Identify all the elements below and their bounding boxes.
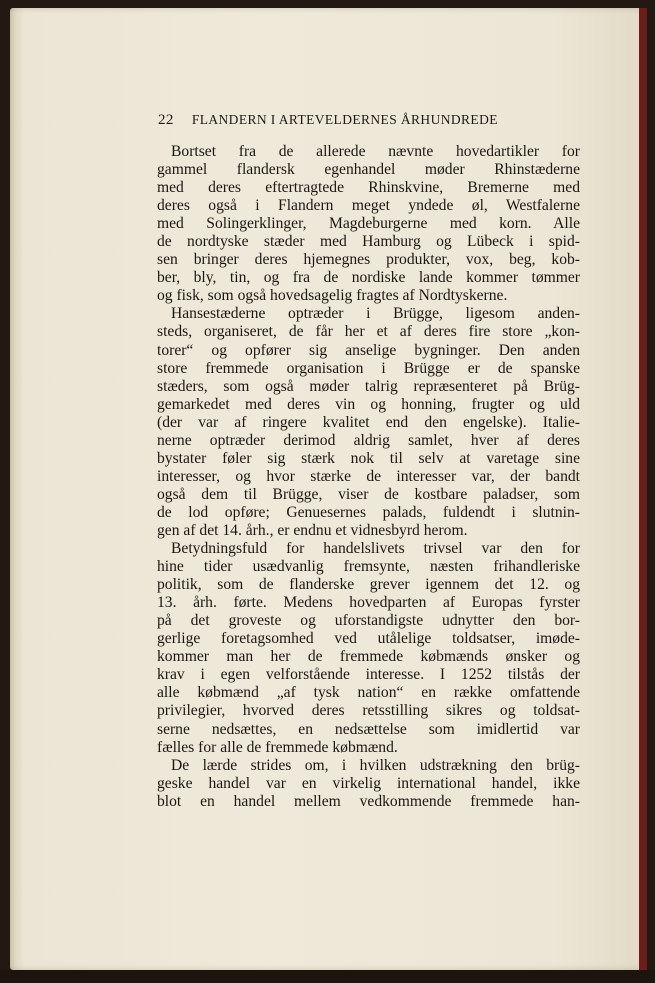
text-line: gen af det 14. årh., er endnu et vidnesbyrd herom. bbox=[157, 521, 468, 539]
text-line: med Solingerklinger, Magdeburgerne med korn. Alle bbox=[157, 215, 580, 233]
text-line: bystater føler sig stærk nok til selv at varetage sine bbox=[157, 449, 580, 467]
text-line: også dem til Brügge, viser de kostbare paladser, som bbox=[157, 485, 580, 503]
text-line: 13. årh. førte. Medens hovedparten af Europas fyrster bbox=[157, 594, 580, 612]
book-spine-edge bbox=[639, 8, 647, 970]
text-line: med deres eftertragtede Rhinskvine, Bremerne med bbox=[157, 179, 580, 197]
body-text bbox=[157, 143, 580, 811]
text-line: gammel flandersk egenhandel møder Rhinstæderne bbox=[157, 161, 580, 179]
text-line: gemarkedet med deres vin og honning, frugter og uld bbox=[157, 395, 580, 413]
text-line: krav i egen velforstående interesse. I 1252 tilstås der bbox=[157, 666, 580, 684]
text-line: Bortset fra de allerede nævnte hovedartikler for bbox=[171, 143, 580, 160]
text-line: geske handel var en virkelig international handel, ikke bbox=[157, 774, 580, 792]
text-line: stæders, som også møder talrig repræsenteret på Brüg- bbox=[157, 377, 580, 395]
text-line: torer“ og opfører sig anselige bygninger. Den anden bbox=[157, 341, 580, 359]
text-line: gerlige foretagsomhed ved utålelige toldsatser, imøde- bbox=[157, 630, 580, 648]
text-line: steds, organiseret, de får her et af deres fire store „kon- bbox=[157, 323, 580, 341]
text-line: hine tider usædvanlig fremsynte, næsten frihandleriske bbox=[157, 558, 580, 576]
text-line: (der var af ringere kvalitet end den engelske). Italie- bbox=[157, 413, 580, 431]
text-line: nerne optræder derimod aldrig samlet, hver af deres bbox=[157, 431, 580, 449]
text-line: politik, som de flanderske grever igennem det 12. og bbox=[157, 576, 580, 594]
text-line: sen bringer deres hjemegnes produkter, vox, beg, kob- bbox=[157, 251, 580, 269]
running-title: FLANDERN I ARTEVELDERNES ÅRHUNDREDE bbox=[191, 112, 498, 127]
text-line: Betydningsfuld for handelslivets trivsel var den for bbox=[171, 540, 580, 558]
text-line: deres også i Flandern meget yndede øl, Westfalerne bbox=[157, 197, 580, 215]
text-line: Hansestæderne optræder i Brügge, ligesom anden- bbox=[171, 305, 580, 323]
page-number: 22 bbox=[158, 112, 174, 128]
text-line: serne nedsættes, en nedsættelse som imidlertid var bbox=[157, 720, 580, 738]
text-line: de lod opføre; Genuesernes palads, fuldendt i slutnin- bbox=[157, 503, 580, 521]
text-line: De lærde strides om, i hvilken udstrækning den brüg- bbox=[171, 756, 580, 774]
text-line: blot en handel mellem vedkommende fremmede han- bbox=[157, 792, 580, 810]
text-line: fælles for alle de fremmede købmænd. bbox=[157, 738, 398, 756]
text-line: store fremmede organisation i Brügge er de spanske bbox=[157, 359, 580, 377]
text-line: privilegier, hvorved deres retsstilling sikres og toldsat- bbox=[157, 702, 580, 720]
text-line: ber, bly, tin, og fra de nordiske lande kommer tømmer bbox=[157, 269, 580, 287]
running-header bbox=[158, 112, 578, 129]
text-line: interesser, og hvor stærke de interesser var, der bandt bbox=[157, 467, 580, 485]
text-line: og fisk, som også hovedsagelig fragtes af Nordtyskerne. bbox=[157, 287, 508, 305]
text-line: kommer man her de fremmede købmænds ønsker og bbox=[157, 648, 580, 666]
text-line: alle købmænd „af tysk nation“ en række omfattende bbox=[157, 684, 580, 702]
text-line: de nordtyske stæder med Hamburg og Lübeck i spid- bbox=[157, 233, 580, 251]
text-line: på det groveste og uforstandigste udnytter den bor- bbox=[157, 612, 580, 630]
bottom-edge bbox=[0, 970, 655, 983]
